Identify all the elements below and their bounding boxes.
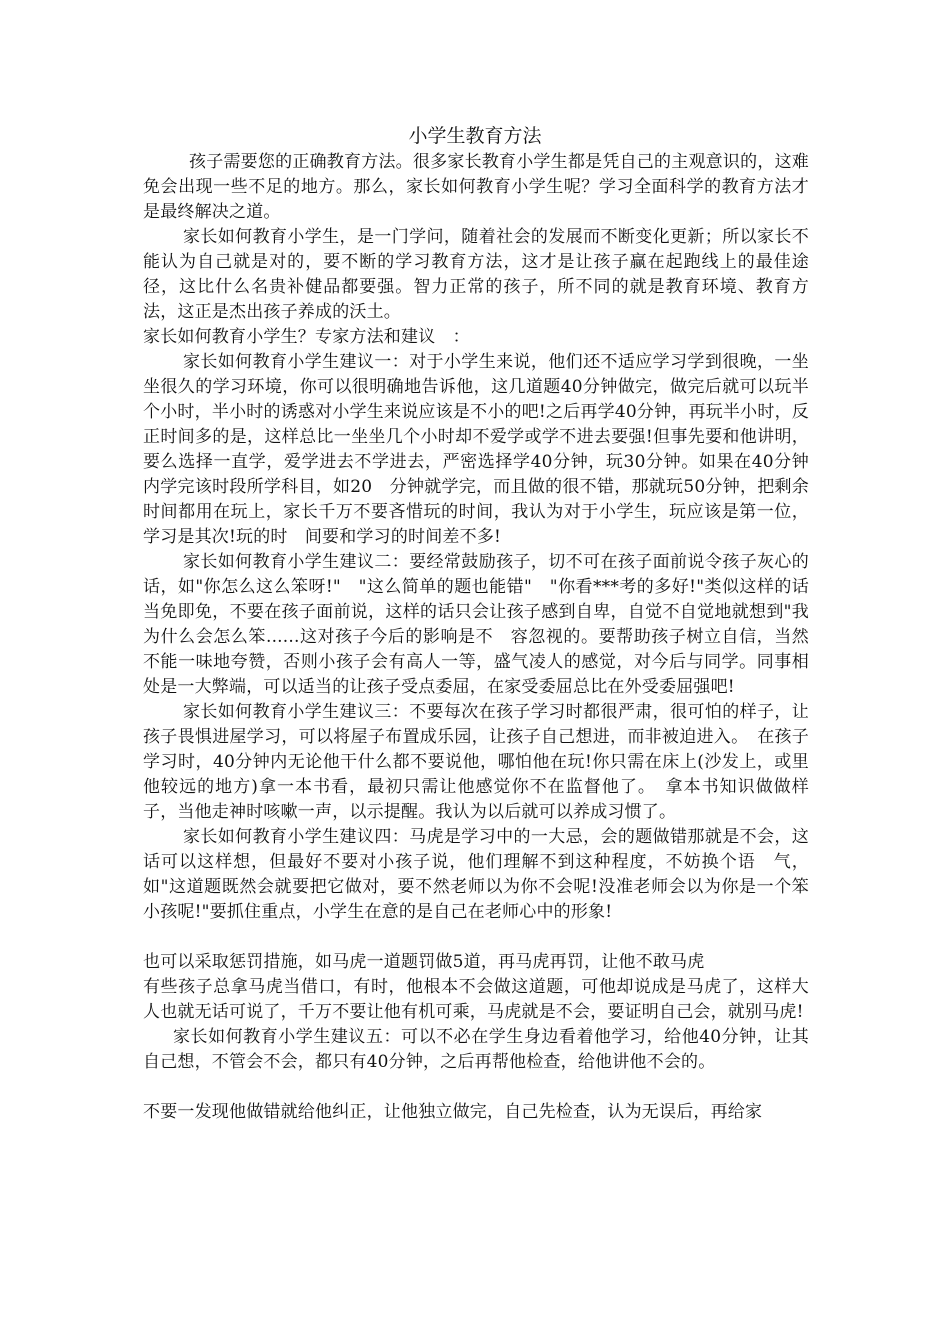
paragraph-intro: 孩子需要您的正确教育方法。很多家长教育小学生都是凭自己的主观意识的，这难免会出现一些不足的地方。那么，家长如何教育小学生呢？学习全面科学的教育方法才是最终解决之道。 bbox=[143, 152, 809, 222]
paragraph-punishment: 也可以采取惩罚措施，如马虎一道题罚做5道，再马虎再罚，让他不敢马虎 bbox=[143, 952, 705, 972]
paragraph-background: 家长如何教育小学生，是一门学问，随着社会的发展而不断变化更新；所以家长不能认为自己就是对的，要不断的学习教育方法，这才是让孩子赢在起跑线上的最佳途径，这比什么名贵补健品都要强。智力正常的孩子，所不同的就是教育环境、教育方法，这正是杰出孩子养成的沃土。 bbox=[143, 227, 809, 322]
paragraph-correction: 不要一发现他做错就给他纠正，让他独立做完，自己先检查，认为无误后，再给家 bbox=[143, 1102, 763, 1122]
document-body bbox=[143, 150, 809, 1125]
document-title: 小学生教育方法 bbox=[408, 125, 542, 147]
paragraph-suggestion-1: 家长如何教育小学生建议一：对于小学生来说，他们还不适应学习学到很晚，一坐坐很久的学习环境，你可以很明确地告诉他，这几道题40分钟做完，做完后就可以玩半个小时，半小时的诱惑对小学生来说应该是不小的吧!之后再学40分钟，再玩半小时，反正时间多的是，这样总比一坐坐几个小时却不爱学或学不进去要强!但事先要和他讲明，要么选择一直学，爱学进去不学进去，严密选择学40分钟，玩30分钟。如果在40分钟内学完该时段所学科目，如20 分钟就学完，而且做的很不错，那就玩50分钟，把剩余时间都用在玩上，家长千万不要吝惜玩的时间，我认为对于小学生，玩应该是第一位，学习是其次!玩的时 间要和学习的时间差不多! bbox=[143, 352, 809, 547]
paragraph-suggestion-3: 家长如何教育小学生建议三：不要每次在孩子学习时都很严肃，很可怕的样子，让孩子畏惧进屋学习，可以将屋子布置成乐园，让孩子自己想进，而非被迫进入。 在孩子学习时，40分钟内无论他干什么都不要说他，哪怕他在玩!你只需在床上(沙发上，或里他较远的地方)拿一本书看，最初只需让他感觉你不在监督他了。 拿本书知识做做样子，当他走神时咳嗽一声，以示提醒。我认为以后就可以养成习惯了。 bbox=[143, 702, 809, 822]
paragraph-excuses: 有些孩子总拿马虎当借口，有时，他根本不会做这道题，可他却说成是马虎了，这样大人也就无话可说了，千万不要让他有机可乘，马虎就是不会，要证明自己会，就别马虎! bbox=[143, 977, 809, 1022]
paragraph-suggestion-4: 家长如何教育小学生建议四：马虎是学习中的一大忌，会的题做错那就是不会，这话可以这样想，但最好不要对小孩子说，他们理解不到这种程度，不妨换个语 气，如"这道题既然会就要把它做对，要不然老师以为你不会呢!没准老师会以为你是一个笨小孩呢!"要抓住重点，小学生在意的是自己在老师心中的形象! bbox=[143, 827, 809, 922]
paragraph-suggestion-2: 家长如何教育小学生建议二：要经常鼓励孩子，切不可在孩子面前说令孩子灰心的话，如"你怎么这么笨呀!" "这么简单的题也能错" "你看***考的多好!"类似这样的话当免即免，不要在孩子面前说，这样的话只会让孩子感到自卑，自觉不自觉地就想到"我为什么会怎么笨......这对孩子今后的影响是不 容忽视的。要帮助孩子树立自信，当然不能一味地夸赞，否则小孩子会有高人一等，盛气凌人的感觉，对今后与同学。同事相处是一大弊端，可以适当的让孩子受点委屈，在家受委屈总比在外受委屈强吧! bbox=[143, 552, 809, 697]
section-heading: 家长如何教育小学生？专家方法和建议 ： bbox=[143, 327, 470, 347]
paragraph-suggestion-5: 家长如何教育小学生建议五：可以不必在学生身边看着他学习，给他40分钟，让其自己想，不管会不会，都只有40分钟，之后再帮他检查，给他讲他不会的。 bbox=[143, 1027, 809, 1072]
